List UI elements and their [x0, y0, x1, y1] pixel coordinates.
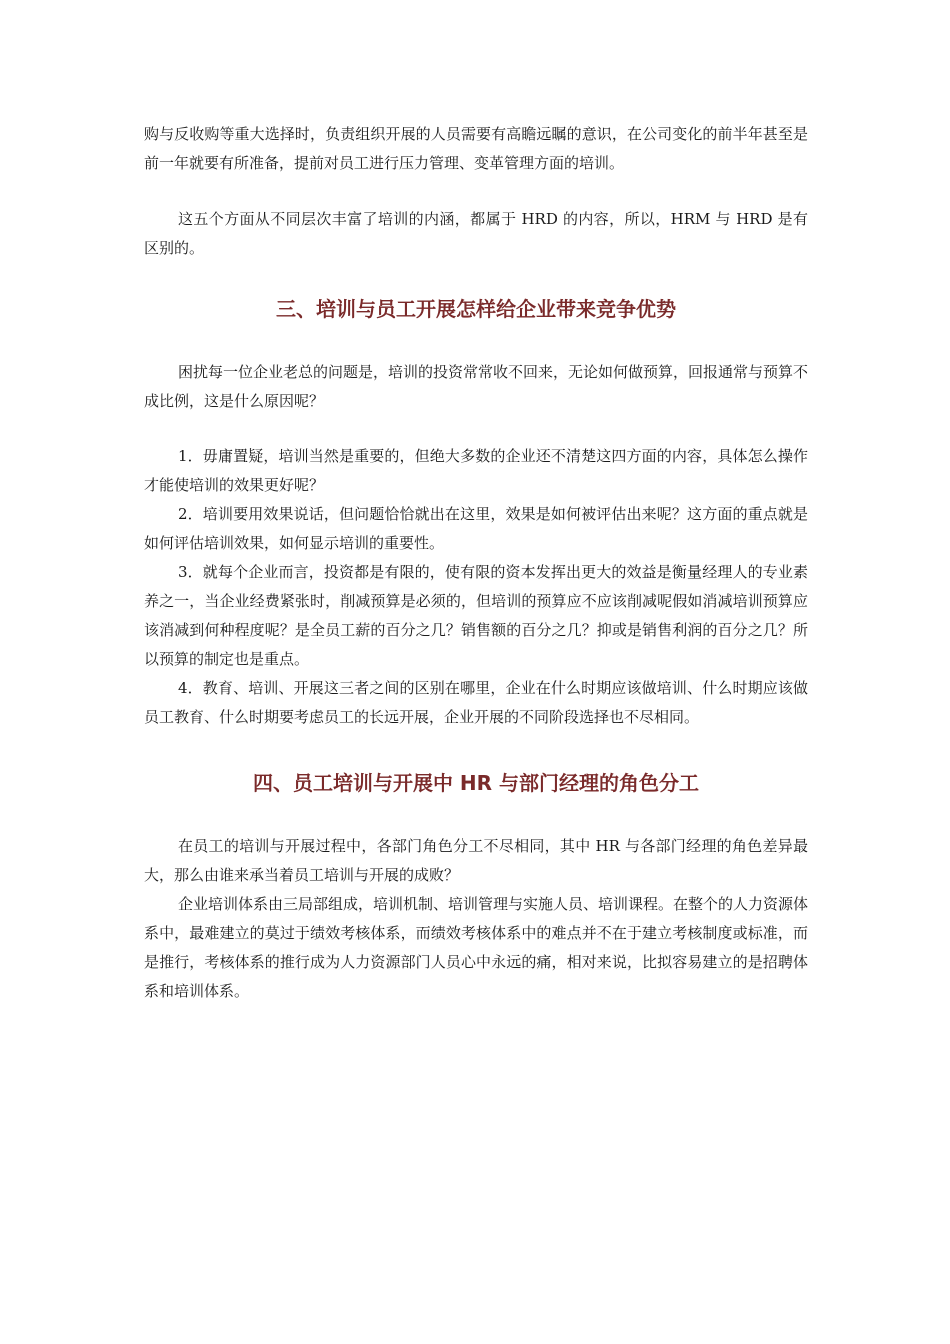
section4-heading: 四、员工培训与开展中 HR 与部门经理的角色分工 [252, 771, 700, 795]
intro-paragraph-2: 这五个方面从不同层次丰富了培训的内涵，都属于 HRD 的内容，所以，HRM 与 HRD 是有区别的。 [144, 210, 808, 257]
section3-item-3: 3．就每个企业而言，投资都是有限的，使有限的资本发挥出更大的效益是衡量经理人的专业素养之一，当企业经费紧张时，削减预算是必须的，但培训的预算应不应该削减呢假如消减培训预算应该消减到何种程度呢？是全员工薪的百分之几？销售额的百分之几？抑或是销售利润的百分之几？所以预算的制定也是重点。 [144, 563, 808, 668]
document-page [144, 0, 808, 1006]
section3-item-4: 4．教育、培训、开展这三者之间的区别在哪里，企业在什么时期应该做培训、什么时期应该做员工教育、什么时期要考虑员工的长远开展，企业开展的不同阶段选择也不尽相同。 [144, 679, 808, 726]
section4-paragraph-2: 企业培训体系由三局部组成，培训机制、培训管理与实施人员、培训课程。在整个的人力资源体系中，最难建立的莫过于绩效考核体系，而绩效考核体系中的难点并不在于建立考核制度或标准，而是推行，考核体系的推行成为人力资源部门人员心中永远的痛，相对来说，比拟容易建立的是招聘体系和培训体系。 [144, 895, 809, 1000]
section3-item-1: 1．毋庸置疑，培训当然是重要的，但绝大多数的企业还不清楚这四方面的内容，具体怎么操作才能使培训的效果更好呢？ [144, 447, 808, 494]
section3-item-2: 2．培训要用效果说话，但问题恰恰就出在这里，效果是如何被评估出来呢？这方面的重点就是如何评估培训效果，如何显示培训的重要性。 [144, 505, 808, 552]
section3-heading: 三、培训与员工开展怎样给企业带来竞争优势 [276, 297, 676, 321]
section3-intro: 困扰每一位企业老总的问题是，培训的投资常常收不回来，无论如何做预算，回报通常与预算不成比例，这是什么原因呢？ [144, 363, 809, 410]
intro-paragraph-1: 购与反收购等重大选择时，负责组织开展的人员需要有高瞻远瞩的意识，在公司变化的前半年甚至是前一年就要有所准备，提前对员工进行压力管理、变革管理方面的培训。 [144, 125, 808, 172]
section4-paragraph-1: 在员工的培训与开展过程中，各部门角色分工不尽相同，其中 HR 与各部门经理的角色差异最大，那么由谁来承当着员工培训与开展的成败？ [144, 837, 808, 884]
